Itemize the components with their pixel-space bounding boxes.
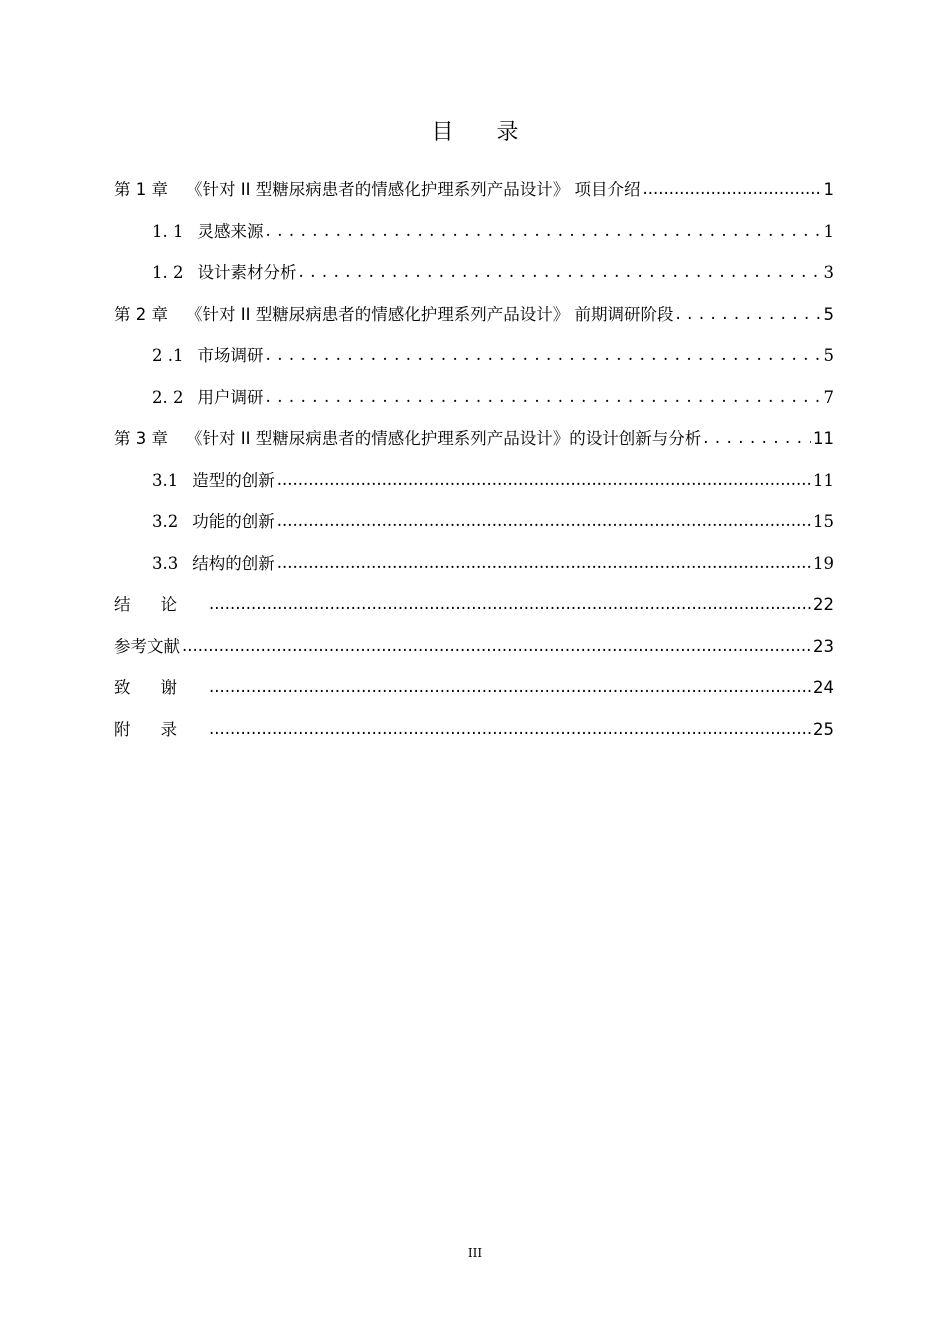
toc-leader	[277, 470, 811, 489]
toc-leader	[266, 345, 822, 364]
toc-entry-page: 5	[823, 304, 834, 324]
toc-leader	[182, 636, 811, 655]
toc-entry-number: 1. 1	[152, 221, 184, 241]
toc-entry-label: 灵感来源	[197, 221, 264, 241]
toc-leader	[266, 221, 822, 240]
toc-entry-label: 造型的创新	[192, 470, 275, 490]
toc-entry-page: 24	[813, 678, 834, 697]
toc-entry-number: 第 3 章	[114, 429, 168, 448]
toc-leader	[277, 511, 811, 530]
toc-entry-page: 3	[823, 263, 834, 282]
toc-entry-1-2[interactable]	[114, 259, 834, 301]
toc-entry-appendix[interactable]	[114, 716, 834, 758]
toc-leader	[642, 179, 821, 198]
toc-entry-chapter-1[interactable]	[114, 176, 834, 218]
toc-entry-number: 1. 2	[152, 263, 184, 282]
toc-entry-label: 《针对 II 型糖尿病患者的情感化护理系列产品设计》 前期调研阶段	[186, 304, 674, 324]
toc-entry-chapter-2[interactable]	[114, 301, 834, 343]
toc-entry-page: 22	[813, 595, 834, 614]
toc-entry-number: 3.2	[152, 512, 179, 531]
toc-leader	[266, 387, 822, 406]
toc-leader	[675, 304, 821, 323]
toc-list	[114, 176, 834, 757]
toc-entry-2-2[interactable]	[114, 384, 834, 426]
toc-entry-number: 第 2 章	[114, 304, 168, 324]
toc-entry-page: 15	[813, 512, 834, 531]
toc-entry-label: 《针对 II 型糖尿病患者的情感化护理系列产品设计》 项目介绍	[186, 180, 641, 199]
toc-entry-3-2[interactable]	[114, 508, 834, 550]
toc-entry-number: 3.1	[152, 470, 179, 490]
toc-entry-3-1[interactable]	[114, 467, 834, 509]
toc-entry-label: 结构的创新	[192, 553, 275, 573]
toc-entry-acknowledgements[interactable]	[114, 674, 834, 716]
toc-entry-label: 市场调研	[197, 346, 264, 365]
toc-entry-conclusion[interactable]	[114, 591, 834, 633]
toc-leader	[299, 262, 822, 281]
toc-entry-number: 2 .1	[152, 346, 184, 365]
toc-entry-2-1[interactable]	[114, 342, 834, 384]
toc-entry-page: 1	[823, 180, 834, 199]
toc-entry-number: 第 1 章	[114, 180, 168, 199]
toc-entry-label: 附录	[114, 719, 207, 739]
toc-entry-number: 3.3	[152, 553, 179, 573]
toc-entry-label: 设计素材分析	[197, 263, 297, 282]
toc-entry-page: 23	[813, 636, 834, 656]
toc-entry-chapter-3[interactable]	[114, 425, 834, 467]
toc-entry-page: 19	[813, 553, 834, 573]
toc-entry-label: 功能的创新	[192, 512, 275, 531]
toc-title: 目 录	[431, 120, 537, 145]
toc-entry-1-1[interactable]	[114, 218, 834, 260]
toc-leader	[277, 553, 811, 572]
toc-entry-label: 结论	[114, 595, 207, 614]
toc-entry-page: 5	[823, 346, 834, 365]
toc-entry-page: 7	[823, 387, 834, 407]
toc-entry-page: 11	[813, 470, 834, 490]
toc-leader	[209, 677, 811, 696]
toc-leader	[703, 428, 811, 447]
page-number: III	[467, 1246, 483, 1260]
toc-leader	[209, 594, 811, 613]
toc-entry-label: 参考文献	[114, 636, 180, 656]
toc-entry-label: 用户调研	[197, 387, 264, 407]
toc-entry-number: 2. 2	[152, 387, 184, 407]
toc-entry-label: 致谢	[114, 678, 207, 697]
toc-entry-label: 《针对 II 型糖尿病患者的情感化护理系列产品设计》的设计创新与分析	[186, 429, 702, 448]
toc-entry-page: 1	[823, 221, 834, 241]
toc-entry-3-3[interactable]	[114, 550, 834, 592]
toc-entry-page: 25	[813, 719, 834, 739]
toc-leader	[209, 719, 811, 738]
toc-entry-page: 11	[813, 429, 834, 448]
toc-entry-references[interactable]	[114, 633, 834, 675]
